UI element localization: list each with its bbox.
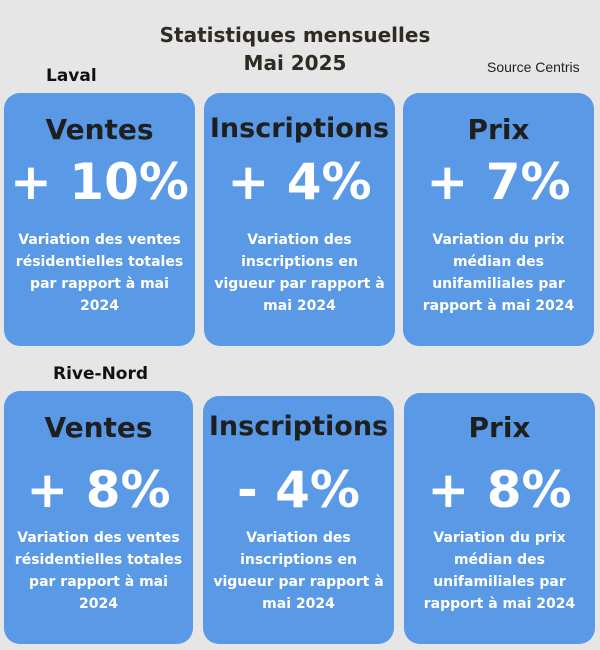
stat-card-value: + 8% [427,461,572,519]
stat-card-value: + 8% [26,461,171,519]
stat-card-value: + 7% [426,153,571,211]
stat-card-rive-nord-inscriptions [203,396,394,644]
stat-card-description: Variation des inscriptions en vigueur par rapport à mai 2024 [214,232,385,314]
stat-card-title: Prix [468,411,531,444]
stat-card-title: Inscriptions [208,411,389,442]
stat-card-description: Variation du prix médian des unifamiliales par rapport à mai 2024 [423,530,576,612]
stat-card-laval-prix [403,93,594,346]
stat-card-laval-ventes [4,93,195,346]
region-label-laval: Laval [46,66,97,86]
stat-card-value: + 4% [227,153,372,211]
stat-card-description: Variation des ventes résidentielles totales par rapport à mai 2024 [14,530,183,612]
stat-card-description: Variation du prix médian des unifamiliales par rapport à mai 2024 [422,232,575,314]
stat-card-title: Ventes [44,411,153,444]
stat-card-laval-inscriptions [204,93,395,346]
region-label-rive-nord: Rive-Nord [53,364,149,384]
stat-card-description: Variation des inscriptions en vigueur par rapport à mai 2024 [213,530,384,612]
stat-card-value: + 10% [10,153,189,211]
source-note: Source Centris [487,59,580,75]
page-title: Statistiques mensuelles [159,23,431,47]
stat-card-title: Ventes [45,113,154,146]
stat-card-description: Variation des ventes résidentielles totales par rapport à mai 2024 [15,232,184,314]
stat-card-title: Inscriptions [209,113,390,144]
stat-card-title: Prix [467,113,530,146]
stat-card-rive-nord-prix [404,393,595,644]
page-subtitle-month: Mai 2025 [243,51,347,75]
stat-card-rive-nord-ventes [4,391,193,644]
stat-card-value: - 4% [236,461,361,519]
